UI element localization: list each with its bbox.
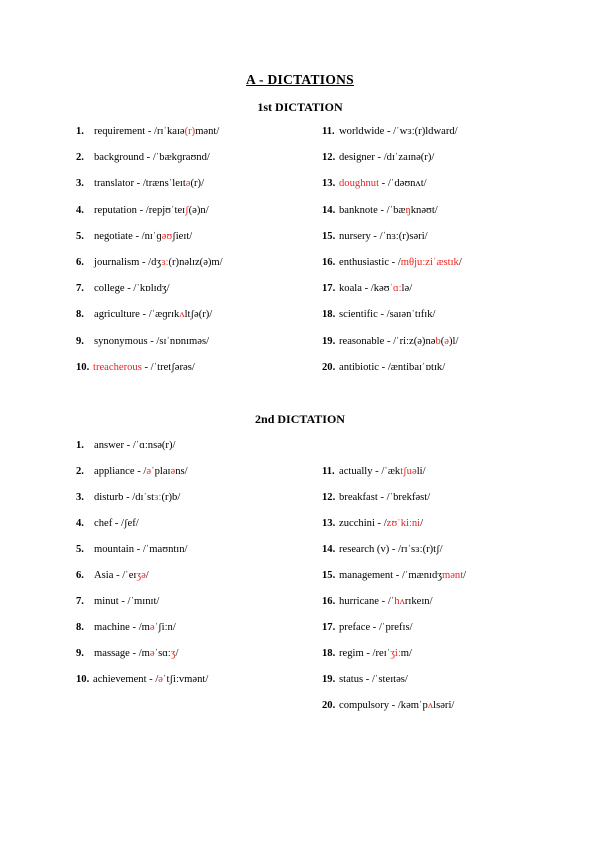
- item-text: [94, 336, 209, 347]
- list-item: [76, 230, 192, 244]
- list-item: [322, 361, 445, 375]
- item-text: [94, 622, 176, 633]
- highlighted-segment: doughnut: [339, 178, 380, 190]
- list-item: [76, 204, 209, 218]
- text-segment: ns/: [175, 466, 188, 477]
- text-segment: /: [145, 570, 149, 581]
- list-item: [76, 177, 204, 191]
- highlighted-segment: ŋ: [405, 204, 411, 216]
- list-item: [322, 673, 408, 687]
- item-text: [94, 152, 210, 163]
- list-item: [76, 517, 139, 531]
- item-number: 5.: [76, 544, 84, 555]
- text-segment: (ə)n/: [188, 204, 209, 216]
- item-text: [94, 492, 180, 503]
- item-text: [339, 309, 436, 320]
- highlighted-segment: ʒə: [136, 570, 146, 581]
- item-text: [94, 309, 212, 320]
- highlighted-segment: ɜː: [161, 257, 169, 268]
- list-item: [76, 308, 212, 322]
- text-segment: minut - /ˈmɪnɪt/: [94, 596, 160, 607]
- list-item: [76, 465, 188, 479]
- highlighted-segment: ʒ: [170, 648, 176, 659]
- item-number: 6.: [76, 257, 84, 268]
- text-segment: reputation - /repjʊˈteɪ: [94, 204, 186, 216]
- item-text: [339, 205, 438, 216]
- list-item: [76, 282, 170, 296]
- item-text: [94, 126, 219, 137]
- text-segment: breakfast - /ˈbrekfəst/: [339, 492, 431, 503]
- text-segment: achievement - /: [93, 674, 159, 685]
- item-text: [339, 544, 443, 555]
- list-item: [322, 282, 412, 296]
- text-segment: ˈtʃiːvmənt/: [163, 674, 209, 685]
- text-segment: (r)nəlɪz(ə)m/: [168, 257, 223, 268]
- highlighted-segment: treacherous: [93, 361, 142, 373]
- item-number: 16.: [322, 257, 336, 268]
- item-text: [94, 231, 192, 242]
- text-segment: (r)/: [190, 178, 205, 190]
- highlighted-segment: ə: [158, 674, 163, 685]
- text-segment: background - /ˈbækɡraʊnd/: [94, 152, 210, 164]
- highlighted-segment: zʊˈkiːni: [386, 518, 421, 529]
- item-text: [94, 440, 175, 451]
- highlighted-segment: tʃuə: [400, 466, 417, 477]
- text-segment: )l/: [449, 335, 459, 347]
- item-text: [94, 596, 159, 607]
- list-item: [322, 465, 426, 479]
- item-text: [339, 648, 412, 659]
- item-text: [339, 700, 454, 711]
- text-segment: scientific - /saɪənˈtɪfɪk/: [339, 309, 436, 321]
- text-segment: massage - /m: [94, 648, 150, 659]
- text-segment: ˈsɑː: [154, 648, 171, 659]
- text-segment: banknote - /ˈbæ: [339, 204, 406, 216]
- highlighted-segment: ə: [170, 466, 176, 477]
- list-item: [322, 308, 436, 322]
- item-number: 10.: [76, 361, 90, 373]
- item-number: 9.: [76, 335, 84, 347]
- item-number: 9.: [76, 648, 84, 659]
- text-segment: (r)b/: [161, 492, 181, 503]
- item-text: [94, 257, 223, 268]
- item-number: 13.: [322, 178, 336, 190]
- item-text: [339, 336, 458, 347]
- list-item: [322, 595, 433, 609]
- list-item: [322, 125, 458, 139]
- text-segment: zucchini - /: [339, 518, 387, 529]
- text-segment: antibiotic - /æntibaɪˈɒtɪk/: [339, 361, 446, 373]
- highlighted-segment: ʌ: [179, 309, 185, 321]
- item-number: 12.: [322, 492, 336, 503]
- text-segment: reasonable - /ˈriːz(ə)nə: [339, 335, 436, 347]
- item-number: 15.: [322, 570, 336, 581]
- text-segment: Asia - /ˈeɪ: [94, 570, 137, 581]
- list-item: [76, 335, 209, 349]
- highlighted-segment: ə: [146, 466, 152, 477]
- text-segment: status - /ˈsteɪtəs/: [339, 674, 408, 685]
- list-item: [76, 569, 149, 583]
- item-text: [94, 648, 178, 659]
- text-segment: /: [463, 570, 467, 581]
- item-number: 16.: [322, 596, 336, 607]
- item-text: [94, 570, 149, 581]
- text-segment: agriculture - /ˈæɡrɪk: [94, 309, 180, 321]
- list-item: [322, 491, 430, 505]
- list-item: [322, 543, 443, 557]
- highlighted-segment: ʒiː: [390, 648, 401, 659]
- text-segment: lsəri/: [433, 700, 455, 711]
- list-item: [322, 335, 458, 349]
- highlighted-segment: ə: [444, 335, 449, 347]
- dictation1-heading: 1st DICTATION: [257, 100, 343, 114]
- list-item: [322, 569, 466, 583]
- list-item: [76, 647, 178, 661]
- item-text: [339, 231, 428, 242]
- item-number: 3.: [76, 492, 84, 503]
- item-text: [339, 283, 412, 294]
- item-text: [93, 674, 208, 685]
- text-segment: - /ˈdəʊnʌt/: [379, 178, 427, 190]
- text-segment: designer - /dɪˈzaɪnə(r)/: [339, 152, 435, 164]
- highlighted-segment: əʊ: [161, 230, 173, 242]
- text-segment: (: [440, 335, 445, 347]
- item-number: 6.: [76, 570, 84, 581]
- highlighted-segment: ɜː: [154, 492, 162, 503]
- item-text: [94, 178, 204, 189]
- text-segment: disturb - /dɪˈst: [94, 492, 155, 503]
- text-segment: management - /ˈmænɪdʒ: [339, 570, 442, 581]
- item-text: [339, 466, 426, 477]
- item-number: 19.: [322, 335, 336, 347]
- highlighted-segment: ˈɑː: [389, 283, 402, 295]
- item-text: [339, 257, 462, 268]
- item-text: [94, 283, 170, 294]
- item-number: 14.: [322, 204, 336, 216]
- item-number: 1.: [76, 440, 84, 451]
- item-text: [339, 126, 458, 137]
- text-segment: rɪkeɪn/: [404, 596, 433, 607]
- item-number: 7.: [76, 283, 84, 295]
- text-segment: regim - /reɪˈ: [339, 648, 391, 659]
- text-segment: li/: [416, 466, 426, 477]
- item-text: [339, 152, 434, 163]
- item-text: [339, 596, 433, 607]
- highlighted-segment: ə: [149, 622, 155, 633]
- list-item: [322, 256, 462, 270]
- item-number: 18.: [322, 648, 336, 659]
- page-title: A - DICTATIONS: [246, 72, 354, 87]
- item-number: 8.: [76, 309, 84, 321]
- list-item: [76, 595, 159, 609]
- text-segment: synonymous - /sɪˈnɒnɪməs/: [94, 335, 210, 347]
- item-number: 11.: [322, 126, 335, 137]
- highlighted-segment: mθjuːziˈæstɪk: [400, 257, 459, 268]
- text-segment: translator - /trænsˈleɪt: [94, 178, 186, 190]
- text-segment: lə/: [401, 283, 413, 295]
- item-number: 3.: [76, 178, 84, 190]
- text-segment: college - /ˈkɒlɪdʒ/: [94, 283, 170, 295]
- list-item: [76, 361, 195, 375]
- item-number: 20.: [322, 361, 336, 373]
- text-segment: /: [420, 518, 424, 529]
- text-segment: - /ˈtretʃərəs/: [141, 361, 195, 373]
- highlighted-segment: ʌ: [427, 700, 434, 711]
- text-segment: machine - /m: [94, 622, 150, 633]
- item-number: 19.: [322, 674, 336, 685]
- list-item: [76, 621, 176, 635]
- text-segment: ltʃə(r)/: [184, 309, 213, 321]
- text-segment: /: [458, 257, 462, 268]
- text-segment: requirement - /rɪˈkaɪə: [94, 126, 185, 137]
- list-item: [322, 177, 427, 191]
- highlighted-segment: ə: [149, 648, 155, 659]
- item-text: [93, 362, 195, 373]
- item-number: 2.: [76, 152, 84, 164]
- text-segment: mənt/: [195, 126, 220, 137]
- item-number: 12.: [322, 152, 336, 164]
- item-text: [94, 518, 139, 529]
- text-segment: preface - /ˈprefɪs/: [339, 622, 413, 633]
- item-number: 20.: [322, 700, 336, 711]
- text-segment: nursery - /ˈnɜː(r)səri/: [339, 230, 428, 242]
- list-item: [322, 230, 428, 244]
- item-text: [339, 674, 408, 685]
- item-number: 13.: [322, 518, 336, 529]
- list-item: [322, 517, 423, 531]
- highlighted-segment: hʌ: [394, 596, 405, 607]
- item-text: [339, 492, 430, 503]
- text-segment: /: [175, 648, 179, 659]
- text-segment: compulsory - /kəmˈp: [339, 700, 428, 711]
- item-number: 17.: [322, 283, 336, 295]
- item-number: 4.: [76, 204, 84, 216]
- text-segment: knəʊt/: [410, 204, 438, 216]
- text-segment: ˈʃiːn/: [154, 622, 176, 633]
- text-segment: chef - /ʃef/: [94, 518, 139, 529]
- item-text: [339, 518, 423, 529]
- list-item: [322, 204, 438, 218]
- text-segment: ʃieɪt/: [172, 230, 193, 242]
- list-item: [322, 621, 413, 635]
- dictation2-heading: 2nd DICTATION: [255, 412, 345, 426]
- item-number: 4.: [76, 518, 84, 529]
- item-number: 7.: [76, 596, 84, 607]
- item-number: 14.: [322, 544, 336, 555]
- item-text: [339, 622, 413, 633]
- list-item: [76, 439, 175, 453]
- item-number: 5.: [76, 230, 84, 242]
- item-number: 2.: [76, 466, 84, 477]
- text-segment: journalism - /dʒ: [94, 257, 162, 268]
- list-item: [76, 125, 219, 139]
- text-segment: actually - /ˈæk: [339, 466, 401, 477]
- list-item: [76, 543, 188, 557]
- list-item: [322, 151, 434, 165]
- list-item: [76, 673, 208, 687]
- text-segment: negotiate - /nɪˈɡ: [94, 230, 162, 242]
- highlighted-segment: (r): [184, 126, 196, 137]
- highlighted-segment: mənt: [441, 570, 464, 581]
- item-number: 11.: [322, 466, 335, 477]
- item-number: 15.: [322, 230, 336, 242]
- item-text: [94, 466, 188, 477]
- text-segment: enthusiastic - /: [339, 257, 401, 268]
- text-segment: m/: [400, 648, 412, 659]
- highlighted-segment: b: [435, 335, 441, 347]
- item-number: 10.: [76, 674, 90, 685]
- item-number: 8.: [76, 622, 84, 633]
- highlighted-segment: ʃ: [185, 204, 189, 216]
- text-segment: worldwide - /ˈwɜː(r)ldward/: [339, 126, 458, 137]
- item-text: [339, 570, 466, 581]
- item-number: 1.: [76, 126, 84, 137]
- highlighted-segment: ə: [185, 178, 191, 190]
- text-segment: appliance - /: [94, 466, 147, 477]
- text-segment: hurricane - /ˈ: [339, 596, 395, 607]
- text-segment: koala - /kəʊ: [339, 283, 390, 295]
- list-item: [322, 647, 412, 661]
- text-segment: ˈplaɪ: [151, 466, 171, 477]
- item-text: [94, 205, 209, 216]
- list-item: [76, 256, 223, 270]
- text-segment: answer - /ˈɑːnsə(r)/: [94, 440, 176, 451]
- list-item: [76, 151, 210, 165]
- list-item: [76, 491, 180, 505]
- item-text: [339, 362, 445, 373]
- item-text: [94, 544, 188, 555]
- text-segment: research (v) - /rɪˈsɜː(r)tʃ/: [339, 544, 443, 555]
- item-number: 18.: [322, 309, 336, 321]
- item-text: [339, 178, 427, 189]
- item-number: 17.: [322, 622, 336, 633]
- list-item: [322, 699, 454, 713]
- text-segment: mountain - /ˈmaʊntɪn/: [94, 544, 188, 555]
